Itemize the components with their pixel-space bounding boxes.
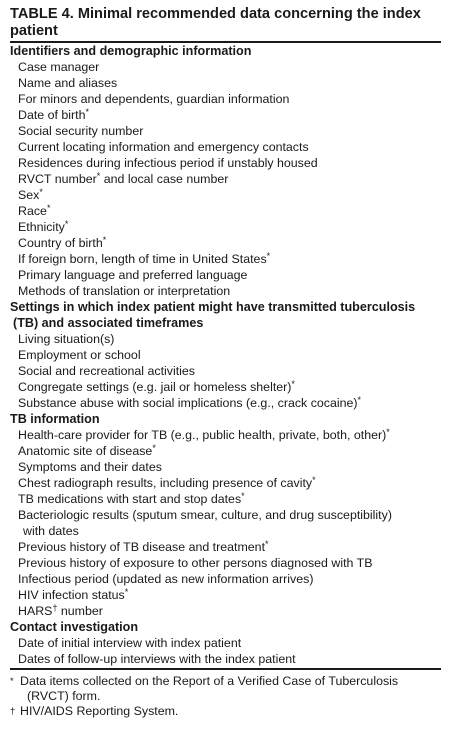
item-text: Primary language and preferred language [18,268,248,282]
item-text: HARS [18,604,53,618]
footnote-marker: * [96,171,101,181]
list-item [10,171,441,187]
footnote-marker: † [52,603,58,613]
item-text: Race [18,204,47,218]
footnote-marker: * [102,235,107,245]
footnote-text-line: Data items collected on the Report of a Verified Case of Tuberculosis [20,674,399,688]
footnote [10,674,441,704]
list-item [10,331,441,347]
list-item [10,251,441,267]
item-text: Name and aliases [18,76,118,90]
table-body [10,43,441,667]
item-text: Health-care provider for TB (e.g., public health, private, both, other) [18,428,387,442]
item-text: Sex [18,188,40,202]
section-heading [10,619,441,635]
title-line: patient [10,23,58,39]
item-text: Bacteriologic results (sputum smear, culture, and drug susceptibility) [18,508,392,522]
item-text: Country of birth [18,236,103,250]
section-heading [10,411,441,427]
footnote-text [20,704,441,719]
list-item [10,587,441,603]
item-text: Previous history of exposure to other persons diagnosed with TB [18,556,373,570]
item-text: Congregate settings (e.g. jail or homeless shelter) [18,380,292,394]
footnote-mark: * [10,676,14,687]
item-list [10,59,441,299]
footnote-text-continuation: (RVCT) form. [27,689,101,703]
item-list [10,635,441,667]
item-text-after: and local case number [100,172,229,186]
item-text: Chest radiograph results, including presence of cavity [18,476,313,490]
footnote-marker: * [266,251,271,261]
item-text-continuation: with dates [23,524,79,538]
item-text: Symptoms and their dates [18,460,162,474]
bottom-rule [10,668,441,670]
item-text: HIV infection status [18,588,125,602]
item-text: Substance abuse with social implications (e.g., crack cocaine) [18,396,358,410]
list-item [10,155,441,171]
list-item [10,651,441,667]
item-text: TB medications with start and stop dates [18,492,242,506]
footnote-marker: * [241,491,245,501]
list-item [10,603,441,619]
list-item [10,443,441,459]
item-text: Previous history of TB disease and treatment [18,540,266,554]
item-text: If foreign born, length of time in United States [18,252,267,266]
footnote-mark: † [10,706,16,717]
footnote-marker: * [85,107,90,117]
list-item [10,267,441,283]
footnote-marker: * [39,187,43,197]
footnote-marker: * [312,475,316,485]
footnote-text [20,674,441,704]
list-item [10,475,441,491]
item-text: Date of initial interview with index patient [18,636,242,650]
list-item [10,555,441,571]
footnote [10,704,441,719]
list-item [10,235,441,251]
list-item [10,635,441,651]
item-text: Living situation(s) [18,332,115,346]
list-item [10,347,441,363]
footnote-marker: * [386,427,390,437]
list-item [10,507,441,539]
list-item [10,459,441,475]
section [10,299,441,411]
list-item [10,59,441,75]
item-text: For minors and dependents, guardian information [18,92,290,106]
item-list [10,427,441,619]
section-heading-line: Identifiers and demographic information [10,44,252,58]
footnote-marker: * [265,539,269,549]
item-text: Infectious period (updated as new information arrives) [18,572,314,586]
list-item [10,219,441,235]
list-item [10,363,441,379]
item-text: Ethnicity [18,220,65,234]
item-text: Methods of translation or interpretation [18,284,231,298]
section-heading-line: Settings in which index patient might have transmitted tuberculosis [10,300,416,314]
list-item [10,491,441,507]
table-title [10,6,441,40]
footnote-marker: * [291,379,295,389]
section [10,43,441,299]
section-heading-line: Contact investigation [10,620,139,634]
section-heading-line: TB information [10,412,100,426]
title-line: TABLE 4. Minimal recommended data concerning the index [10,6,421,22]
item-text: Current locating information and emergency contacts [18,140,309,154]
footnote-text-line: HIV/AIDS Reporting System. [20,704,179,718]
list-item [10,187,441,203]
section-heading [10,299,441,331]
item-text: Anatomic site of disease [18,444,153,458]
list-item [10,395,441,411]
list-item [10,203,441,219]
list-item [10,75,441,91]
section-heading [10,43,441,59]
list-item [10,427,441,443]
footnote-marker: * [64,219,69,229]
item-text: Social and recreational activities [18,364,196,378]
item-text: Date of birth [18,108,86,122]
item-text: Case manager [18,60,100,74]
list-item [10,379,441,395]
list-item [10,283,441,299]
section [10,411,441,619]
list-item [10,571,441,587]
item-list [10,331,441,411]
list-item [10,123,441,139]
item-text: Residences during infectious period if unstably housed [18,156,318,170]
list-item [10,539,441,555]
footnote-marker: * [46,203,51,213]
footnote-marker: * [357,395,362,405]
item-text-after: number [57,604,103,618]
footnote-marker: * [152,443,156,453]
item-text: Employment or school [18,348,141,362]
list-item [10,91,441,107]
item-text: Social security number [18,124,144,138]
list-item [10,139,441,155]
footnotes [10,674,441,719]
list-item [10,107,441,123]
item-text: Dates of follow-up interviews with the index patient [18,652,296,666]
section [10,619,441,667]
section-heading-line: (TB) and associated timeframes [13,316,204,330]
item-text: RVCT number [18,172,97,186]
footnote-marker: * [124,587,129,597]
